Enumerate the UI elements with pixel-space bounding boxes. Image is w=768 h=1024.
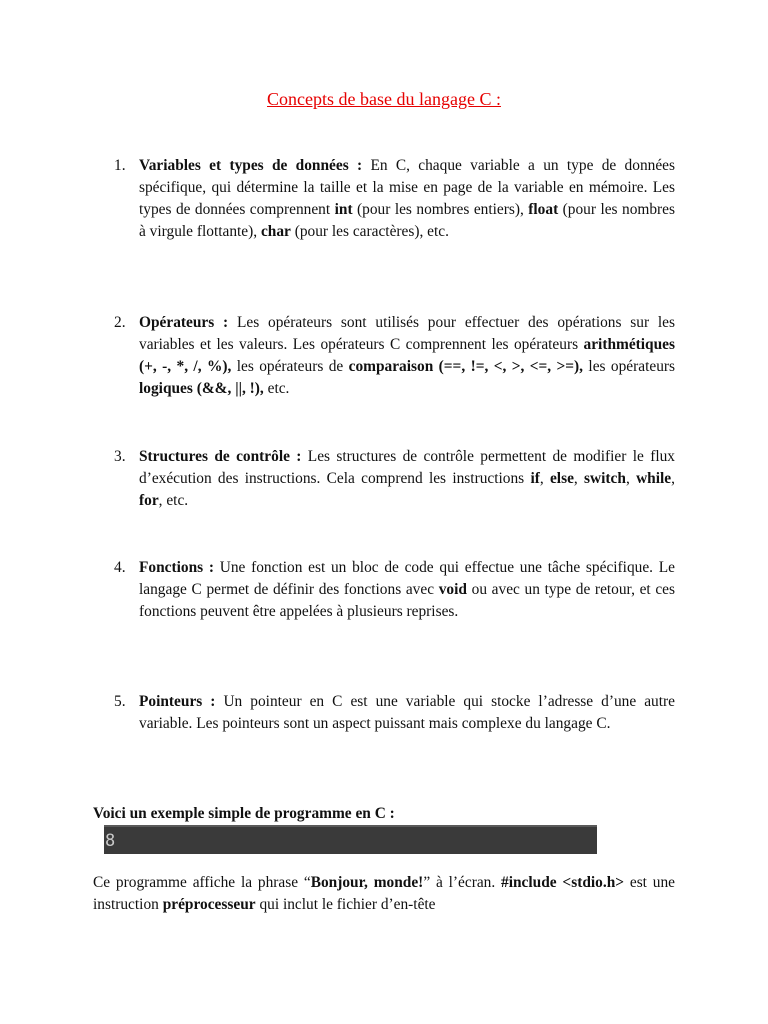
keyword: switch (584, 470, 626, 487)
text-span: , etc. (158, 492, 189, 509)
keyword: float (528, 201, 559, 218)
keyword: arithmétiques (+, -, *, /, %), (139, 336, 675, 375)
keyword: préprocesseur (162, 896, 256, 913)
text-span: Un pointeur en C est une variable qui stocke l’adresse d’une autre variable. Les pointeurs sont un aspect puissant mais complexe du langage C. (139, 693, 675, 732)
list-item-text (139, 446, 675, 512)
keyword: Bonjour, monde! (310, 874, 424, 891)
text-span: Les structures de contrôle permettent de modifier le flux d’exécution des instructions. Cela comprend les instructions (139, 448, 675, 487)
keyword: logiques (&&, ||, !), (139, 380, 264, 397)
text-span: En C, chaque variable a un type de données spécifique, qui détermine la taille et la mise en page de la variable en mémoire. Les types de données comprennent (139, 157, 675, 218)
list-item-text (139, 312, 675, 400)
list-item-number: 4. (114, 559, 126, 576)
list-item-number: 2. (114, 314, 126, 331)
text-span: etc. (263, 380, 290, 397)
text-span: , (573, 470, 585, 487)
example-heading: Voici un exemple simple de programme en C : (93, 805, 395, 822)
text-span: qui inclut le fichier d’en-tête (255, 896, 436, 913)
code-snippet-bar (104, 825, 597, 854)
text-span: , (539, 470, 550, 487)
keyword: else (549, 470, 574, 487)
keyword: #include <stdio.h> (501, 874, 625, 891)
text-span: ou avec un type de retour, et ces fonctions peuvent être appelées à plusieurs reprises. (139, 581, 676, 620)
text-span: (pour les nombres à virgule flottante), (139, 201, 675, 240)
term: Structures de contrôle : (139, 448, 302, 465)
document-title: Concepts de base du langage C : (267, 89, 501, 109)
keyword: for (139, 492, 159, 509)
text-span: ” à l’écran. (423, 874, 502, 891)
list-item-number: 3. (114, 448, 126, 465)
keyword: void (438, 581, 467, 598)
list-item-number: 5. (114, 693, 126, 710)
text-span: Les opérateurs sont utilisés pour effectuer des opérations sur les variables et les valeurs. Les opérateurs C comprennent les opérateurs (139, 314, 675, 353)
text-span: , (625, 470, 637, 487)
term: Pointeurs : (139, 693, 216, 710)
keyword: char (260, 223, 291, 240)
code-line-number: 8 (105, 831, 116, 851)
text-span: les opérateurs (583, 358, 676, 375)
keyword: while (636, 470, 672, 487)
text-span: Ce programme affiche la phrase “ (93, 874, 311, 891)
keyword: int (334, 201, 353, 218)
text-span: , (671, 470, 675, 487)
keyword: comparaison (==, !=, <, >, <=, >=), (348, 358, 584, 375)
keyword: if (530, 470, 540, 487)
term: Fonctions : (139, 559, 214, 576)
list-item-number: 1. (114, 157, 126, 174)
list-item-text (139, 557, 675, 623)
text-span: est une instruction (93, 874, 676, 913)
text-span: Une fonction est un bloc de code qui effectue une tâche spécifique. Le langage C permet de définir des fonctions avec (139, 559, 675, 598)
text-span: les opérateurs de (231, 358, 349, 375)
text-span: (pour les caractères), etc. (290, 223, 449, 240)
list-item-text (139, 155, 675, 243)
term: Variables et types de données : (139, 157, 363, 174)
closing-paragraph (93, 872, 675, 916)
text-span: (pour les nombres entiers), (352, 201, 529, 218)
term: Opérateurs : (139, 314, 229, 331)
list-item-text (139, 691, 675, 735)
